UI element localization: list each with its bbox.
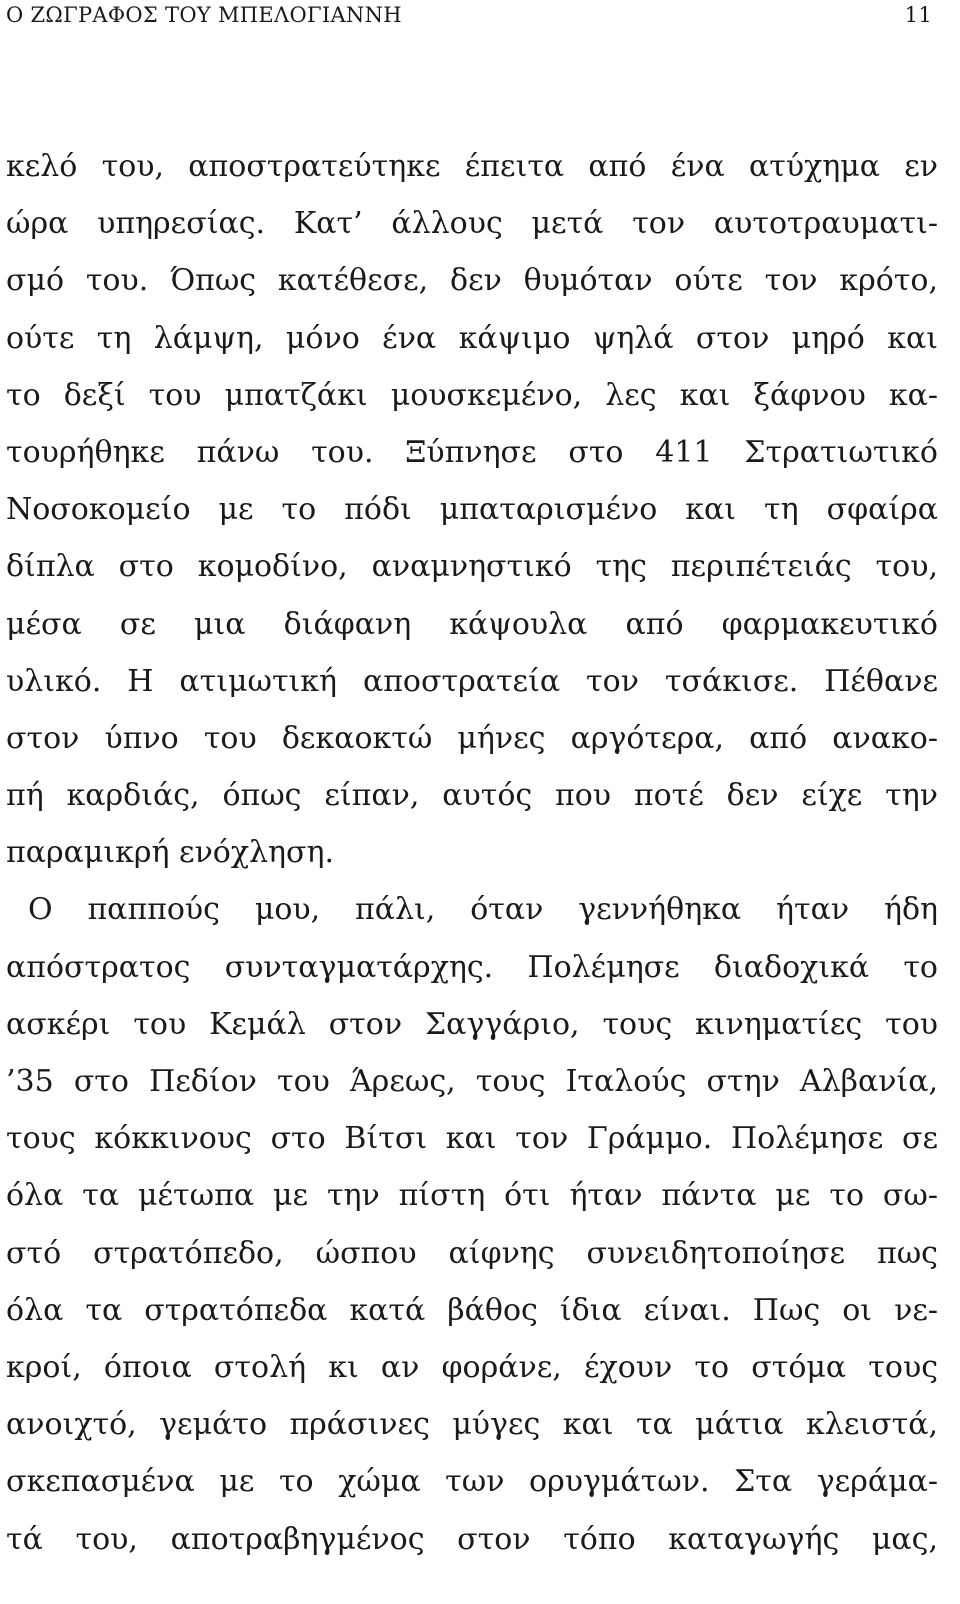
text-line: στον ύπνο του δεκαοκτώ μήνες αργότερα, από ανακο- — [6, 720, 938, 756]
text-line: ώρα υπηρεσίας. Κατ’ άλλους μετά τον αυτοτραυματι- — [6, 206, 938, 242]
text-line: το δεξί του μπατζάκι μουσκεμένο, λες και ξάφνου κα- — [6, 377, 938, 413]
text-line: τους κόκκινους στο Βίτσι και τον Γράμμο. Πολέμησε σε — [6, 1121, 938, 1157]
text-line: κροί, όποια στολή κι αν φοράνε, έχουν το στόμα τους — [6, 1349, 938, 1385]
text-line: υλικό. Η ατιμωτική αποστρατεία τον τσάκισε. Πέθανε — [6, 663, 938, 699]
page-number: 11 — [904, 3, 932, 27]
body-text — [6, 138, 938, 1568]
text-line: όλα τα στρατόπεδα κατά βάθος ίδια είναι. Πως οι νε- — [6, 1292, 938, 1328]
text-line: Νοσοκομείο με το πόδι μπαταρισμένο και τη σφαίρα — [6, 492, 938, 528]
text-line: τουρήθηκε πάνω του. Ξύπνησε στο 411 Στρατιωτικό — [6, 434, 938, 470]
text-line: ’35 στο Πεδίον του Άρεως, τους Ιταλούς στην Αλβανία, — [6, 1064, 938, 1099]
text-line: απόστρατος συνταγματάρχης. Πολέμησε διαδοχικά το — [6, 949, 938, 985]
text-line: στό στρατόπεδο, ώσπου αίφνης συνειδητοποίησε πως — [6, 1235, 938, 1271]
paragraph-start-line: Ο παππούς μου, πάλι, όταν γεννήθηκα ήταν ήδη — [28, 892, 938, 928]
book-title: Ο ΖΩΓΡΑΦΟΣ ΤΟΥ ΜΠΕΛΟΓΙΑΝΝΗ — [6, 3, 402, 27]
text-line: κελό του, αποστρατεύτηκε έπειτα από ένα ατύχημα εν — [6, 149, 938, 184]
text-line: πή καρδιάς, όπως είπαν, αυτός που ποτέ δεν είχε την — [6, 778, 938, 814]
text-line: ασκέρι του Κεμάλ στον Σαγγάριο, τους κινηματίες του — [6, 1006, 938, 1042]
text-line: ανοιχτό, γεμάτο πράσινες μύγες και τα μάτια κλειστά, — [6, 1407, 938, 1443]
text-line: μέσα σε μια διάφανη κάψουλα από φαρμακευτικό — [6, 606, 938, 642]
text-line: σμό του. Όπως κατέθεσε, δεν θυμόταν ούτε τον κρότο, — [6, 263, 938, 299]
running-header — [6, 0, 932, 30]
text-line: δίπλα στο κομοδίνο, αναμνηστικό της περιπέτειάς του, — [6, 549, 938, 585]
text-line: ούτε τη λάμψη, μόνο ένα κάψιμο ψηλά στον μηρό και — [6, 320, 938, 356]
text-line: τά του, αποτραβηγμένος στον τόπο καταγωγής μας, — [6, 1521, 938, 1557]
text-line: σκεπασμένα με το χώμα των ορυγμάτων. Στα γεράμα- — [6, 1464, 938, 1500]
paragraph-end-line: παραμικρή ενόχληση. — [6, 835, 335, 871]
text-line: όλα τα μέτωπα με την πίστη ότι ήταν πάντα με το σω- — [6, 1178, 938, 1214]
